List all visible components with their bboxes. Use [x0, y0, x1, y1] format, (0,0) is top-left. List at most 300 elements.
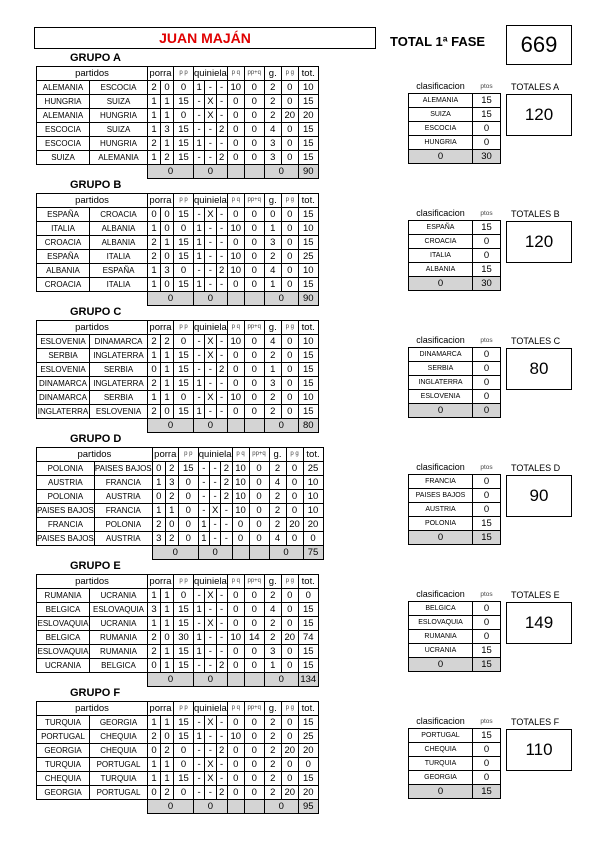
header-row — [37, 702, 319, 716]
match-cell: - — [210, 532, 221, 546]
match-cell: 0 — [249, 462, 269, 476]
match-cell: 10 — [232, 490, 249, 504]
clas-row — [409, 503, 501, 517]
match-cell: 1 — [194, 137, 205, 151]
match-cell: 1 — [161, 589, 174, 603]
match-cell: 0 — [281, 335, 298, 349]
match-cell: 1 — [148, 716, 161, 730]
match-cell: 10 — [298, 81, 318, 95]
match-cell: 0 — [161, 730, 174, 744]
match-cell: - — [194, 264, 205, 278]
match-cell: 1 — [161, 758, 174, 772]
away-team: SUIZA — [90, 95, 148, 109]
match-cell: 15 — [174, 363, 194, 377]
match-cell: 1 — [264, 659, 281, 673]
match-cell: 0 — [161, 278, 174, 292]
home-team: TURQUIA — [37, 758, 90, 772]
blank-cell — [90, 419, 148, 433]
footer-cell — [227, 292, 244, 306]
match-cell: 15 — [298, 603, 318, 617]
match-cell: 15 — [298, 151, 318, 165]
match-cell: 10 — [227, 81, 244, 95]
match-cell: 3 — [161, 123, 174, 137]
away-team: HUNGRIA — [90, 109, 148, 123]
away-team: AUSTRIA — [94, 490, 152, 504]
match-cell: 1 — [194, 631, 205, 645]
clas-footer-b: 15 — [473, 785, 501, 799]
match-cell: 15 — [174, 236, 194, 250]
clas-row — [409, 743, 501, 757]
match-cell: X — [205, 349, 216, 363]
match-cell: - — [216, 603, 227, 617]
match-row — [37, 603, 319, 617]
col-pq: p q — [227, 321, 244, 335]
match-cell: 15 — [174, 603, 194, 617]
match-cell: 0 — [148, 786, 161, 800]
match-cell: 0 — [281, 716, 298, 730]
match-cell: 0 — [227, 659, 244, 673]
match-cell: - — [216, 730, 227, 744]
match-cell: 1 — [148, 264, 161, 278]
footer-row — [37, 800, 319, 814]
clas-team: GEORGIA — [409, 771, 473, 785]
totals-label: TOTALES F — [511, 717, 560, 727]
match-cell: 2 — [264, 631, 281, 645]
group-title: GRUPO E — [70, 560, 121, 572]
away-team: SERBIA — [90, 363, 148, 377]
match-cell: 1 — [161, 349, 174, 363]
match-cell: 0 — [281, 123, 298, 137]
matches-table — [36, 701, 319, 814]
match-cell: 1 — [161, 95, 174, 109]
match-cell: 2 — [264, 589, 281, 603]
match-cell: 1 — [161, 391, 174, 405]
match-row — [37, 476, 324, 490]
match-cell: 2 — [264, 730, 281, 744]
match-cell: 0 — [281, 95, 298, 109]
match-cell: 15 — [298, 377, 318, 391]
match-cell: - — [205, 236, 216, 250]
match-cell: 25 — [298, 250, 318, 264]
match-cell: - — [205, 730, 216, 744]
match-cell: - — [198, 504, 209, 518]
match-cell: 2 — [264, 81, 281, 95]
clas-row — [409, 390, 501, 404]
match-cell: 15 — [298, 236, 318, 250]
blank-cell — [90, 165, 148, 179]
clas-row — [409, 729, 501, 743]
match-cell: 0 — [227, 349, 244, 363]
match-cell: 10 — [303, 504, 323, 518]
match-cell: 3 — [161, 264, 174, 278]
match-cell: 2 — [165, 462, 178, 476]
matches-table — [36, 320, 319, 433]
match-cell: 2 — [216, 123, 227, 137]
footer-tot: 134 — [298, 673, 318, 687]
match-cell: 0 — [298, 758, 318, 772]
clas-row — [409, 348, 501, 362]
match-cell: 0 — [249, 490, 269, 504]
footer-pp: 0 — [148, 419, 194, 433]
away-team: RUMANIA — [90, 631, 148, 645]
clas-header — [409, 207, 501, 221]
clas-footer-b: 30 — [473, 150, 501, 164]
match-cell: 0 — [161, 208, 174, 222]
match-cell: 3 — [264, 236, 281, 250]
clas-team: ESLOVAQUIA — [409, 616, 473, 630]
clas-footer — [409, 658, 501, 672]
match-cell: 15 — [298, 349, 318, 363]
match-cell: 0 — [152, 490, 165, 504]
match-cell: 2 — [221, 462, 232, 476]
match-cell: - — [205, 363, 216, 377]
away-team: POLONIA — [94, 518, 152, 532]
footer-pq: 0 — [194, 673, 228, 687]
clas-points: 0 — [473, 602, 501, 616]
footer-pg: 0 — [264, 292, 298, 306]
clas-team: DINAMARCA — [409, 348, 473, 362]
match-cell: 0 — [244, 264, 264, 278]
col-ppq: pp+q — [244, 67, 264, 81]
match-cell: 1 — [161, 772, 174, 786]
match-row — [37, 617, 319, 631]
clas-row — [409, 362, 501, 376]
group-title: GRUPO B — [70, 179, 122, 191]
clas-team: PORTUGAL — [409, 729, 473, 743]
match-cell: 1 — [264, 278, 281, 292]
away-team: SERBIA — [90, 391, 148, 405]
match-cell: 15 — [174, 123, 194, 137]
matches-table — [36, 66, 319, 179]
match-cell: 2 — [148, 236, 161, 250]
match-cell: 0 — [174, 589, 194, 603]
match-cell: - — [210, 476, 221, 490]
match-cell: 2 — [269, 518, 286, 532]
match-cell: 0 — [244, 617, 264, 631]
blank-cell — [37, 165, 90, 179]
match-cell: 2 — [264, 772, 281, 786]
match-row — [37, 81, 319, 95]
home-team: RUMANIA — [37, 589, 90, 603]
away-team: DINAMARCA — [90, 335, 148, 349]
home-team: ESPAÑA — [37, 208, 90, 222]
match-row — [37, 391, 319, 405]
clas-team: CHEQUIA — [409, 743, 473, 757]
col-pq: p q — [227, 67, 244, 81]
match-cell: - — [194, 391, 205, 405]
match-cell: 2 — [264, 716, 281, 730]
match-row — [37, 631, 319, 645]
match-cell: 1 — [148, 123, 161, 137]
clas-team: UCRANIA — [409, 644, 473, 658]
clas-team: SERBIA — [409, 362, 473, 376]
clas-points: 15 — [473, 94, 501, 108]
clas-points: 0 — [473, 362, 501, 376]
away-team: TURQUIA — [90, 772, 148, 786]
match-cell: 0 — [227, 617, 244, 631]
footer-pg: 0 — [269, 546, 303, 560]
col-tot: tot. — [298, 575, 318, 589]
match-cell: - — [194, 208, 205, 222]
match-cell: 15 — [298, 123, 318, 137]
match-cell: 1 — [264, 363, 281, 377]
match-cell: 1 — [194, 222, 205, 236]
home-team: FRANCIA — [37, 518, 95, 532]
match-cell: 0 — [227, 278, 244, 292]
match-cell: - — [216, 137, 227, 151]
match-cell: 1 — [194, 250, 205, 264]
away-team: ESCOCIA — [90, 81, 148, 95]
match-cell: 3 — [264, 377, 281, 391]
match-cell: 0 — [281, 758, 298, 772]
clas-points: 0 — [473, 376, 501, 390]
match-cell: 2 — [264, 109, 281, 123]
match-cell: 10 — [227, 730, 244, 744]
away-team: INGLATERRA — [90, 349, 148, 363]
match-cell: 0 — [174, 758, 194, 772]
clas-footer-b: 15 — [473, 658, 501, 672]
col-pg: p g — [281, 702, 298, 716]
match-cell: 0 — [161, 631, 174, 645]
match-cell: - — [216, 208, 227, 222]
clas-points: 0 — [473, 743, 501, 757]
match-cell: - — [216, 645, 227, 659]
match-cell: 1 — [161, 617, 174, 631]
match-cell: 0 — [244, 137, 264, 151]
match-cell: X — [205, 772, 216, 786]
col-pp: p p — [174, 575, 194, 589]
col-quiniela: quiniela — [198, 449, 232, 460]
match-cell: - — [194, 109, 205, 123]
match-cell: - — [216, 222, 227, 236]
ptos-label: ptos — [480, 337, 493, 344]
home-team: ESLOVAQUIA — [37, 645, 90, 659]
clas-footer — [409, 785, 501, 799]
match-cell: - — [194, 151, 205, 165]
match-cell: 0 — [174, 222, 194, 236]
match-cell: 1 — [194, 236, 205, 250]
match-cell: - — [216, 772, 227, 786]
match-cell: 0 — [298, 589, 318, 603]
match-cell: 2 — [269, 490, 286, 504]
match-cell: 0 — [178, 490, 198, 504]
clas-row — [409, 475, 501, 489]
match-cell: - — [194, 335, 205, 349]
totals-value: 80 — [506, 348, 572, 390]
match-cell: 0 — [227, 236, 244, 250]
col-quiniela: quiniela — [194, 322, 227, 333]
match-cell: 1 — [198, 518, 209, 532]
match-cell: 2 — [148, 405, 161, 419]
col-pg: p g — [286, 448, 303, 462]
match-cell: 0 — [281, 363, 298, 377]
match-cell: 1 — [161, 363, 174, 377]
clas-label: clasificacion — [416, 462, 465, 472]
match-cell: 1 — [148, 95, 161, 109]
match-cell: 10 — [303, 476, 323, 490]
match-cell: 10 — [298, 222, 318, 236]
match-cell: 1 — [161, 603, 174, 617]
clas-label: clasificacion — [416, 208, 465, 218]
match-cell: 2 — [152, 518, 165, 532]
match-cell: 15 — [174, 645, 194, 659]
match-cell: 10 — [232, 462, 249, 476]
group-title: GRUPO A — [70, 52, 121, 64]
totals-label: TOTALES E — [511, 590, 560, 600]
away-team: ALBANIA — [90, 236, 148, 250]
header-row — [37, 67, 319, 81]
match-cell: 20 — [281, 786, 298, 800]
match-cell: 3 — [152, 532, 165, 546]
match-row — [37, 645, 319, 659]
match-row — [37, 786, 319, 800]
match-cell: 15 — [174, 772, 194, 786]
match-row — [37, 772, 319, 786]
match-cell: 14 — [244, 631, 264, 645]
match-cell: 0 — [281, 222, 298, 236]
footer-cell — [227, 673, 244, 687]
match-cell: 15 — [178, 462, 198, 476]
match-cell: 0 — [232, 518, 249, 532]
clasificacion-table — [408, 461, 501, 545]
match-row — [37, 744, 319, 758]
clas-points: 15 — [473, 729, 501, 743]
col-pg: p g — [281, 194, 298, 208]
clas-points: 0 — [473, 771, 501, 785]
match-cell: 0 — [281, 617, 298, 631]
match-cell: 3 — [148, 603, 161, 617]
away-team: BELGICA — [90, 659, 148, 673]
clas-row — [409, 221, 501, 235]
match-cell: - — [205, 137, 216, 151]
match-cell: 2 — [264, 758, 281, 772]
match-cell: 1 — [161, 137, 174, 151]
match-cell: 2 — [216, 151, 227, 165]
match-cell: 15 — [298, 363, 318, 377]
col-g: g. — [264, 67, 281, 81]
away-team: INGLATERRA — [90, 377, 148, 391]
col-pg: p g — [281, 575, 298, 589]
clas-header — [409, 588, 501, 602]
home-team: GEORGIA — [37, 786, 90, 800]
home-team: ALBANIA — [37, 264, 90, 278]
match-row — [37, 377, 319, 391]
match-cell: 15 — [298, 137, 318, 151]
match-cell: 0 — [281, 589, 298, 603]
match-cell: 20 — [286, 518, 303, 532]
match-row — [37, 264, 319, 278]
match-cell: 0 — [244, 744, 264, 758]
clas-team: HUNGRIA — [409, 136, 473, 150]
match-cell: - — [216, 391, 227, 405]
match-cell: 0 — [148, 659, 161, 673]
clas-team: ALBANIA — [409, 263, 473, 277]
col-quiniela: quiniela — [194, 68, 227, 79]
match-cell: 0 — [244, 95, 264, 109]
footer-pp: 0 — [148, 673, 194, 687]
match-cell: 0 — [244, 645, 264, 659]
footer-tot: 80 — [298, 419, 318, 433]
match-cell: 0 — [161, 222, 174, 236]
match-row — [37, 151, 319, 165]
match-cell: 0 — [148, 363, 161, 377]
match-cell: 0 — [281, 730, 298, 744]
match-cell: - — [216, 758, 227, 772]
home-team: AUSTRIA — [37, 476, 95, 490]
clas-points: 0 — [473, 235, 501, 249]
matches-table — [36, 447, 324, 560]
match-cell: 2 — [269, 462, 286, 476]
footer-pq: 0 — [198, 546, 232, 560]
footer-cell — [244, 165, 264, 179]
home-team: HUNGRIA — [37, 95, 90, 109]
ptos-label: ptos — [480, 591, 493, 598]
col-tot: tot. — [298, 67, 318, 81]
footer-pp: 0 — [152, 546, 198, 560]
clas-row — [409, 771, 501, 785]
clas-team: POLONIA — [409, 517, 473, 531]
match-cell: 0 — [161, 81, 174, 95]
clas-label: clasificacion — [416, 335, 465, 345]
match-cell: - — [194, 744, 205, 758]
match-cell: 0 — [281, 659, 298, 673]
match-cell: 0 — [227, 377, 244, 391]
clas-team: ESLOVENIA — [409, 390, 473, 404]
col-g: g. — [264, 575, 281, 589]
match-cell: 1 — [165, 504, 178, 518]
footer-tot: 90 — [298, 292, 318, 306]
match-cell: 1 — [148, 278, 161, 292]
col-ppq: pp+q — [244, 321, 264, 335]
away-team: UCRANIA — [90, 589, 148, 603]
col-g: g. — [264, 321, 281, 335]
match-cell: 4 — [269, 476, 286, 490]
match-cell: 0 — [244, 151, 264, 165]
match-row — [37, 730, 319, 744]
match-cell: 0 — [227, 786, 244, 800]
footer-pp: 0 — [148, 165, 194, 179]
total-phase-value: 669 — [506, 25, 572, 65]
match-row — [37, 208, 319, 222]
away-team: ITALIA — [90, 278, 148, 292]
match-cell: 0 — [244, 786, 264, 800]
col-quiniela: quiniela — [194, 703, 227, 714]
home-team: POLONIA — [37, 462, 95, 476]
match-cell: 0 — [227, 109, 244, 123]
match-cell: - — [205, 123, 216, 137]
home-team: ESCOCIA — [37, 137, 90, 151]
match-cell: 15 — [174, 617, 194, 631]
match-cell: 0 — [174, 391, 194, 405]
clas-label: clasificacion — [416, 589, 465, 599]
match-cell: 1 — [194, 81, 205, 95]
col-porra: porra — [149, 576, 172, 587]
match-cell: 4 — [264, 123, 281, 137]
match-cell: 0 — [161, 405, 174, 419]
clas-points: 0 — [473, 616, 501, 630]
footer-pp: 0 — [148, 292, 194, 306]
match-cell: - — [194, 95, 205, 109]
ptos-label: ptos — [480, 210, 493, 217]
clas-row — [409, 122, 501, 136]
footer-tot: 95 — [298, 800, 318, 814]
match-cell: - — [216, 109, 227, 123]
home-team: BELGICA — [37, 603, 90, 617]
match-cell: 1 — [148, 151, 161, 165]
match-cell: - — [205, 603, 216, 617]
match-cell: - — [216, 95, 227, 109]
home-team: PAISES BAJOS — [37, 532, 95, 546]
